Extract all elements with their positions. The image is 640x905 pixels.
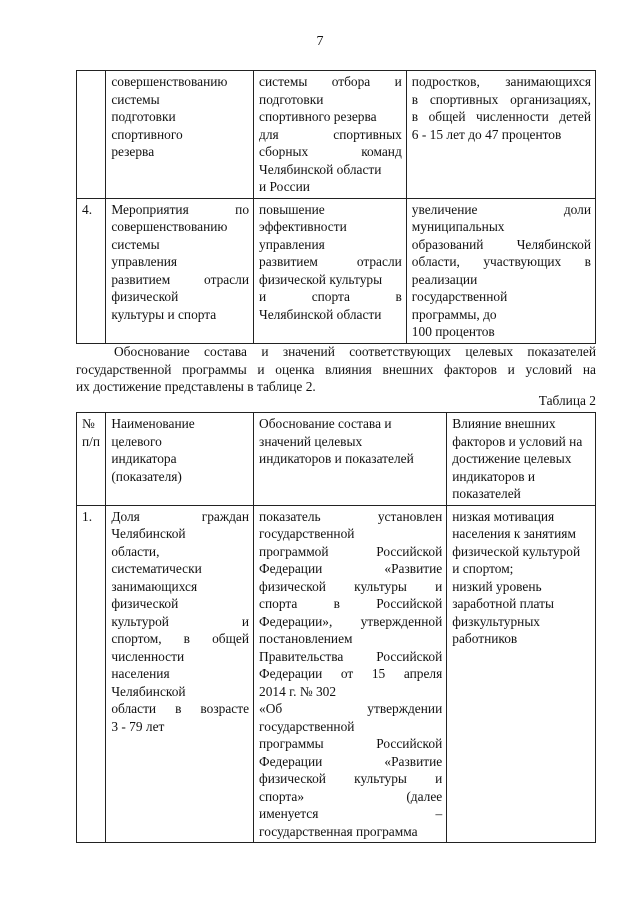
cell-line: целевого — [111, 433, 162, 449]
cell-line: культуры и спорта — [111, 306, 217, 322]
cell-line: физической культурой — [452, 543, 581, 559]
cell-line: показателей — [452, 486, 521, 501]
cell-line: физической — [111, 289, 179, 304]
cell-line: значений целевых — [259, 433, 363, 449]
goal-cell — [254, 71, 407, 199]
cell-line: сборных команд — [259, 144, 402, 159]
cell-line: спорта в Российской — [259, 596, 443, 611]
header-influence-cell — [447, 413, 596, 506]
header-number-cell — [77, 413, 106, 506]
cell-line: Правительства Российской — [259, 648, 443, 664]
cell-line: области в возрасте — [111, 701, 250, 716]
row-number-cell: 1. — [77, 505, 106, 843]
table-row — [77, 505, 596, 843]
header-justification-cell — [254, 413, 447, 506]
cell-line: достижение целевых — [452, 451, 572, 466]
measure-cell — [106, 71, 254, 199]
cell-line: государственной — [259, 718, 355, 734]
cell-line: индикатора — [111, 451, 177, 466]
cell-line: работников — [452, 631, 518, 646]
indicators-table — [76, 412, 596, 843]
cell-line: Челябинской — [111, 526, 186, 541]
cell-line: спортом, в общей — [111, 631, 250, 646]
cell-line: спорта» (далее — [259, 788, 443, 804]
cell-line: 3 - 79 лет — [111, 718, 165, 734]
cell-line: заработной платы — [452, 596, 554, 611]
cell-line: № — [82, 416, 95, 431]
cell-line: физической культуры и — [259, 771, 443, 786]
cell-line: низкий уровень — [452, 578, 542, 594]
cell-line: постановлением — [259, 631, 353, 646]
paragraph-line: государственной программы и оценка влияния внешних факторов и условий на — [76, 361, 596, 377]
cell-line: системы отбора и — [259, 74, 402, 89]
cell-line: Влияние внешних — [452, 416, 556, 431]
cell-line: Челябинской области — [259, 161, 382, 177]
cell-line: 100 процентов — [411, 324, 495, 339]
cell-line: численности — [111, 648, 185, 664]
cell-line: физической культуры и — [259, 578, 443, 594]
table-caption: Таблица 2 — [538, 393, 596, 408]
cell-line: именуется – — [259, 806, 443, 821]
cell-line: факторов и условий на — [452, 433, 583, 449]
cell-line: спортивного резерва — [259, 109, 377, 124]
cell-line: области, — [111, 543, 160, 559]
result-cell — [406, 71, 595, 199]
body-paragraph — [76, 343, 596, 396]
cell-line: Федерации «Развитие — [259, 753, 443, 769]
cell-line: Федерации «Развитие — [259, 561, 443, 576]
cell-line: государственная программа — [259, 823, 418, 839]
cell-line: Доля граждан — [111, 508, 250, 524]
cell-line: государственной — [259, 526, 355, 541]
cell-line: развитием отрасли — [259, 254, 402, 269]
cell-line: государственной — [411, 289, 508, 304]
cell-line: образований Челябинской — [411, 236, 591, 252]
cell-line: Челябинской области — [259, 306, 382, 322]
header-indicator-cell — [106, 413, 254, 506]
measure-cell — [106, 198, 254, 343]
row-number-cell: 4. — [77, 198, 106, 343]
cell-line: населения к занятиям — [452, 526, 576, 541]
cell-line: подростков, занимающихся — [411, 74, 591, 89]
page-number: 7 — [316, 34, 324, 49]
cell-line: показатель установлен — [259, 508, 443, 524]
cell-line: управления — [259, 236, 325, 252]
cell-line: подготовки — [111, 109, 176, 124]
indicator-cell — [106, 505, 254, 843]
table-row — [77, 198, 596, 343]
cell-line: системы — [111, 236, 160, 252]
cell-line: и России — [259, 179, 310, 194]
table-row — [77, 71, 596, 199]
cell-line: увеличение доли — [411, 201, 591, 217]
cell-line: совершенствованию — [111, 219, 228, 234]
cell-line: в общей численности детей — [411, 109, 591, 124]
cell-line: «Об утверждении — [259, 701, 443, 716]
justification-cell — [254, 505, 447, 843]
cell-line: повышение — [259, 201, 325, 217]
cell-line: области, участвующих в — [411, 254, 591, 269]
cell-line: системы — [111, 91, 160, 107]
goal-cell — [254, 198, 407, 343]
cell-line: для спортивных — [259, 126, 402, 142]
cell-line: совершенствованию — [111, 74, 228, 89]
cell-line: реализации — [411, 271, 478, 287]
cell-line: и спорта в — [259, 289, 402, 304]
cell-line: резерва — [111, 144, 155, 159]
cell-line: программы, до — [411, 306, 497, 322]
paragraph-line: их достижение представлены в таблице 2. — [76, 379, 316, 394]
result-cell — [406, 198, 595, 343]
cell-line: Наименование — [111, 416, 195, 431]
cell-line: физической культуры — [259, 271, 383, 287]
influence-cell — [447, 505, 596, 843]
cell-line: Федерации», утвержденной — [259, 613, 443, 629]
cell-line: культурой и — [111, 613, 250, 629]
cell-line: 2014 г. № 302 — [259, 683, 337, 699]
row-number-cell — [77, 71, 106, 199]
cell-line: занимающихся — [111, 578, 198, 594]
cell-line: программой Российской — [259, 543, 443, 559]
cell-line: развитием отрасли — [111, 271, 250, 287]
cell-line: программы Российской — [259, 736, 443, 751]
cell-line: систематически — [111, 561, 202, 576]
cell-line: муниципальных — [411, 219, 505, 234]
measures-table — [76, 70, 596, 344]
table-header-row — [77, 413, 596, 506]
cell-line: индикаторов и — [452, 468, 536, 484]
cell-line: Челябинской — [111, 683, 186, 699]
cell-line: (показателя) — [111, 468, 182, 484]
cell-line: физической — [111, 596, 179, 611]
cell-line: физкультурных — [452, 613, 541, 629]
cell-line: управления — [111, 254, 178, 269]
cell-line: п/п — [82, 433, 101, 449]
cell-line: эффективности — [259, 219, 347, 234]
cell-line: Федерации от 15 апреля — [259, 666, 443, 681]
paragraph-line: Обоснование состава и значений соответствующих целевых показателей — [114, 344, 596, 359]
cell-line: 6 - 15 лет до 47 процентов — [411, 126, 562, 142]
cell-line: и спортом; — [452, 561, 514, 576]
cell-line: населения — [111, 666, 170, 681]
cell-line: индикаторов и показателей — [259, 451, 414, 466]
cell-line: Мероприятия по — [111, 201, 250, 217]
cell-line: Обоснование состава и — [259, 416, 392, 431]
cell-line: подготовки — [259, 91, 324, 107]
cell-line: низкая мотивация — [452, 508, 555, 524]
cell-line: спортивного — [111, 126, 183, 142]
cell-line: в спортивных организациях, — [411, 91, 591, 107]
